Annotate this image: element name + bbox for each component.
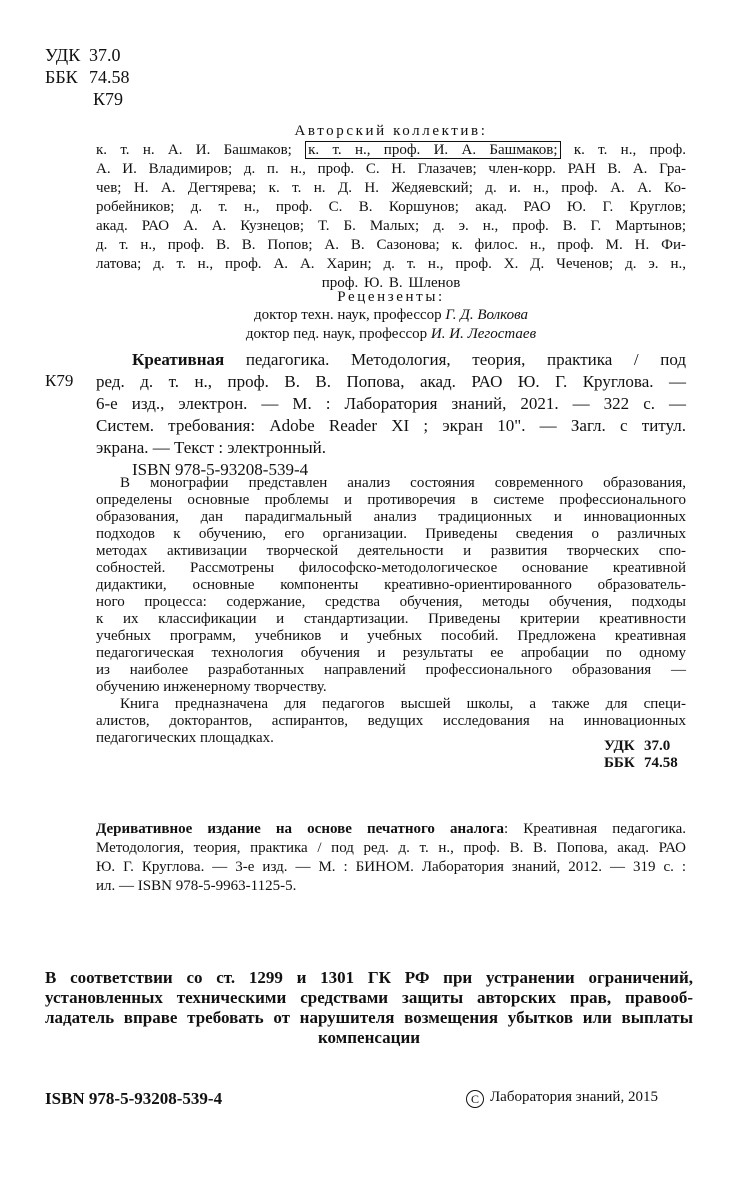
copyright-notice [466,1089,658,1108]
bbk-code: 74.58 [644,755,678,771]
authors-line: А. И. Владимиров; д. п. н., проф. С. Н. Глазачев; член-корр. РАН В. А. Гра- [96,161,686,177]
annotation-line: методах активизации творческой деятельности и развития творческих спо- [96,543,686,559]
annotation-line: учебных программ, учебников и учебных пособий. Предложена креативная [96,628,686,644]
bbk-code: 74.58 [89,67,130,87]
copyright-text: Лаборатория знаний, 2015 [490,1089,658,1105]
annotation-line: к их классификации и стандартизации. Приведены критерии креативности [96,611,686,627]
annotation-line: из наиболее разработанных направлений профессионального образования — [96,662,686,678]
author-entry: к. т. н. А. И. Башмаков; [96,142,292,158]
reviewer-line [96,306,686,325]
reviewer-name: И. И. Легостаев [430,326,537,342]
biblio-line: ред. д. т. н., проф. В. В. Попова, акад. РАО Ю. Г. Круглова. — [96,372,686,391]
derivative-line: ил. — ISBN 978-5-9963-1125-5. [96,878,297,894]
annotation [96,475,686,747]
reviewers-list [96,306,686,344]
annotation-line: собностей. Рассмотрены философско-методологическое основание креативной [96,560,686,576]
audience-line: педагогических площадках. [96,730,274,746]
legal-notice [45,968,693,1048]
biblio-line: Систем. требования: Adobe Reader XI ; экран 10". — Загл. с титул. [96,416,686,435]
authors-line: чев; Н. А. Дегтярева; к. т. н. Д. Н. Жедяевский; д. и. н., проф. А. А. Ко- [96,180,686,196]
biblio-title-word: Креативная [132,350,225,369]
authors-line: робейников; д. т. н., проф. С. В. Коршунов; акад. РАО Ю. Г. Круглов; [96,199,686,215]
udk-code: 37.0 [644,738,671,754]
derivative-line: Методология, теория, практика / под ред. д. т. н., проф. В. В. Попова, акад. РАО [96,840,686,856]
derivative-edition-note [96,820,686,896]
biblio-line [96,349,686,371]
annotation-line: ного процесса: содержание, средства обучения, методы обучения, подходы [96,594,686,610]
derivative-line [96,820,686,839]
biblio-line: 6-е изд., электрон. — М. : Лаборатория знаний, 2021. — 322 с. — [96,394,686,413]
annotation-line: образования, дан парадигмальный анализ традиционных и инновационных [96,509,686,525]
bbk-label: ББК [604,755,635,771]
biblio-isbn: ISBN 978-5-93208-539-4 [132,460,309,479]
udk-label: УДК [45,45,81,65]
biblio-line: экрана. — Текст : электронный. [96,438,326,457]
derivative-lead: Деривативное издание на основе печатного аналога [96,821,505,837]
authors-line [96,141,686,160]
legal-line: ладатель вправе требовать от нарушителя возмещения убытков или выплаты [45,1008,693,1027]
audience-line: алистов, докторантов, аспирантов, ведущих исследования на инновационных [96,713,686,729]
author-entry: к. т. н., проф. [573,142,686,158]
author-mark-side: К79 [45,371,74,390]
authors-line: акад. РАО А. А. Кузнецов; Т. Б. Малых; д. э. н., проф. В. Г. Мартынов; [96,218,686,234]
authors-line: проф. Ю. В. Шленов [321,275,461,291]
authors-heading: Авторский коллектив: [294,123,488,139]
annotation-line: В монографии представлен анализ состояния современного образования, [120,475,686,491]
classification-codes-bottom [604,738,678,772]
legal-line: В соответствии со ст. 1299 и 1301 ГК РФ при устранении ограничений, [45,968,693,987]
annotation-line: подходов к обучению, его организации. Приведены сведения о различных [96,526,686,542]
reviewer-title: доктор пед. наук, профессор [245,326,428,342]
footer-isbn: ISBN 978-5-93208-539-4 [45,1089,223,1108]
annotation-line: определены основные проблемы и противоречия в системе профессионального [96,492,686,508]
authors-list [96,141,686,293]
derivative-line: Ю. Г. Круглова. — 3-е изд. — М. : БИНОМ. Лаборатория знаний, 2012. — 319 с. : [96,859,686,875]
classification-codes [45,44,130,110]
reviewer-line [96,325,686,344]
authors-line: д. т. н., проф. В. В. Попов; А. В. Сазонова; к. филос. н., проф. М. Н. Фи- [96,237,686,253]
author-entry-boxed: к. т. н., проф. И. А. Башмаков; [305,141,560,159]
derivative-rest: : Креативная педагогика. [504,821,686,837]
author-mark: К79 [93,89,124,109]
reviewers-heading: Рецензенты: [337,289,445,305]
annotation-line: педагогическая технология обучения и результаты ее апробации по одному [96,645,686,661]
annotation-line: обучению инженерному творчеству. [96,679,327,695]
bbk-label: ББК [45,67,78,87]
legal-line: установленных техническими средствами защиты авторских прав, правооб- [45,988,693,1007]
udk-label: УДК [604,738,635,754]
annotation-line: дидактики, основные компоненты креативно-ориентированного образователь- [96,577,686,593]
audience-line: Книга предназначена для педагогов высшей школы, а также для специ- [120,696,686,712]
bibliographic-record [96,349,686,481]
biblio-title-rest: педагогика. Методология, теория, практика / под [224,350,686,369]
authors-line: латова; д. т. н., проф. А. А. Харин; д. т. н., проф. Х. Д. Чеченов; д. э. н., [96,256,686,272]
udk-code: 37.0 [89,45,121,65]
copyright-icon: C [466,1090,484,1108]
reviewer-name: Г. Д. Волкова [445,307,529,323]
reviewer-title: доктор техн. наук, профессор [253,307,442,323]
legal-line: компенсации [317,1028,421,1047]
